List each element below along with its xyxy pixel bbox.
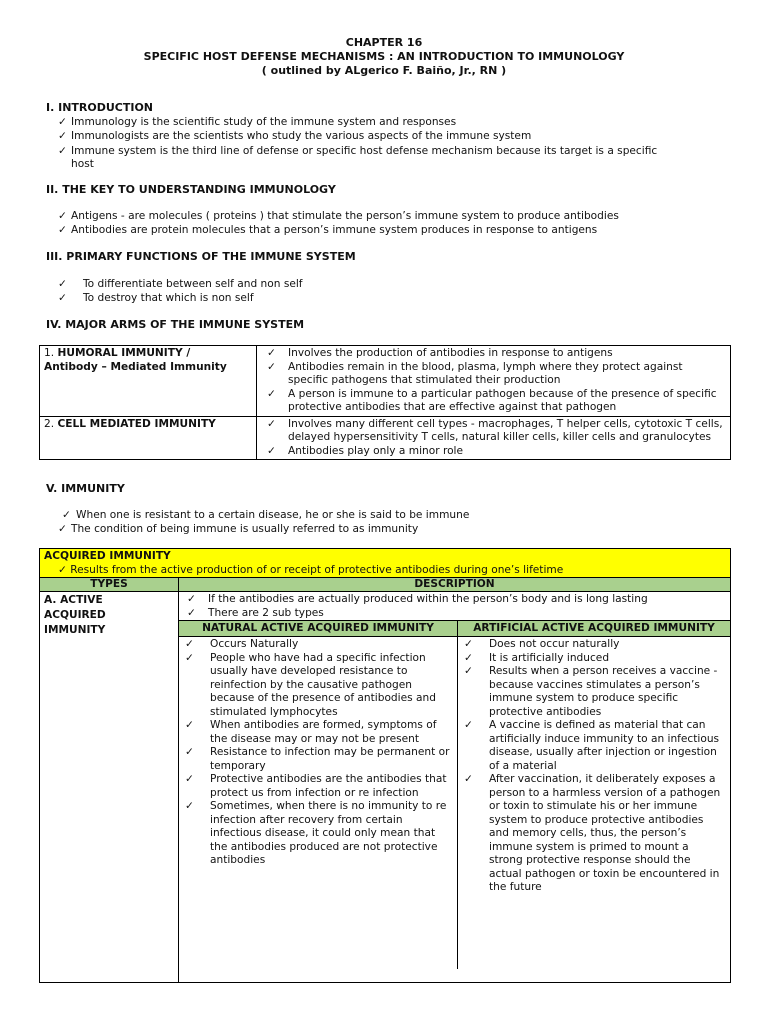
- list-item: ✓ Results when a person receives a vaccine - because vaccines stimulates a person’s immune system to produce specific protective antibodies: [464, 665, 718, 718]
- list-item: ✓ Involves many different cell types - macrophages, T helper cells, cytotoxic T cells, delayed hypersensitivity T cells, natural killer cells, killer cells and granulocytes: [267, 417, 723, 443]
- table-row: [40, 346, 731, 417]
- checkmark-icon: ✓: [58, 523, 67, 535]
- checkmark-icon: ✓: [267, 360, 276, 373]
- author-line: ( outlined by ALgerico F. Baiño, Jr., RN ): [261, 64, 507, 77]
- artificial-active-header: ARTIFICIAL ACTIVE ACQUIRED IMMUNITY: [458, 621, 731, 637]
- checkmark-icon: ✓: [185, 638, 194, 650]
- section-immunity-heading: V. IMMUNITY: [46, 482, 125, 495]
- table-row: [40, 578, 731, 592]
- list-item: ✓ Involves the production of antibodies in response to antigens: [267, 347, 613, 359]
- list-item: ✓ Antigens - are molecules ( proteins ) that stimulate the person’s immune system to produce antibodies: [58, 210, 619, 222]
- list-item: ✓ A vaccine is defined as material that can artificially induce immunity to an infectious disease, usually after injection or ingestion of a material: [464, 719, 720, 772]
- checkmark-icon: ✓: [267, 417, 276, 430]
- list-item: ✓ Occurs Naturally: [185, 638, 299, 650]
- natural-active-header: NATURAL ACTIVE ACQUIRED IMMUNITY: [179, 621, 458, 637]
- checkmark-icon: ✓: [267, 387, 276, 400]
- checkmark-icon: ✓: [58, 145, 67, 157]
- cell-mediated-label: CELL MEDIATED IMMUNITY: [57, 417, 216, 430]
- table-row: [40, 549, 731, 578]
- checkmark-icon: ✓: [185, 800, 194, 812]
- acquired-immunity-title: ACQUIRED IMMUNITY: [44, 550, 171, 562]
- list-item: ✓ Antibodies remain in the blood, plasma, lymph where they protect against specific pathogens that stimulated their production: [267, 360, 683, 386]
- list-item: ✓ People who have had a specific infection usually have developed resistance to reinfection by the causative pathogen because of the presence of antibodies and stimulated lymphocytes: [185, 651, 436, 718]
- list-item: ✓ When one is resistant to a certain disease, he or she is said to be immune: [62, 509, 470, 521]
- acquired-immunity-table: [39, 548, 731, 983]
- checkmark-icon: ✓: [464, 665, 473, 677]
- table-cell: [458, 637, 731, 970]
- checkmark-icon: ✓: [58, 130, 67, 142]
- checkmark-icon: ✓: [185, 719, 194, 731]
- acquired-immunity-subtitle: ✓ Results from the active production of or receipt of protective antibodies during one’s lifetime: [58, 564, 564, 576]
- list-item: ✓ Does not occur naturally: [464, 638, 620, 650]
- checkmark-icon: ✓: [58, 292, 67, 304]
- document-title: SPECIFIC HOST DEFENSE MECHANISMS : AN INTRODUCTION TO IMMUNOLOGY: [143, 50, 625, 63]
- immune-arms-table: [39, 345, 731, 460]
- checkmark-icon: ✓: [464, 719, 473, 731]
- list-item: ✓ Immunologists are the scientists who study the various aspects of the immune system: [58, 130, 532, 142]
- column-header-description: DESCRIPTION: [179, 578, 731, 592]
- table-cell: [179, 592, 731, 983]
- list-item: ✓ After vaccination, it deliberately exposes a person to a harmless version of a pathogen or toxin to stimulate his or her immune system to produce protective antibodies and memory cells, thus, the person’s immune system is primed to mount a strong protective response should the actual pathogen or toxin be encountered in the future: [464, 773, 721, 893]
- acquired-immunity-header: [40, 549, 731, 578]
- table-cell: [257, 416, 731, 460]
- list-item-continuation: host: [71, 158, 94, 170]
- list-item: ✓ There are 2 sub types: [187, 606, 324, 619]
- table-row: [40, 416, 731, 460]
- table-row: [179, 621, 730, 637]
- chapter-number: CHAPTER 16: [345, 36, 423, 49]
- checkmark-icon: ✓: [464, 773, 473, 785]
- active-acquired-immunity-label: A. ACTIVE ACQUIRED IMMUNITY: [44, 594, 106, 636]
- column-header-types: TYPES: [40, 578, 179, 592]
- humoral-immunity-label: HUMORAL IMMUNITY /: [57, 347, 191, 359]
- checkmark-icon: ✓: [187, 593, 196, 605]
- list-item: ✓ To destroy that which is non self: [58, 292, 254, 304]
- table-cell: [257, 346, 731, 417]
- list-item: ✓ A person is immune to a particular pathogen because of the presence of specific protective antibodies that are effective against that pathogen: [267, 387, 717, 413]
- section-key-heading: II. THE KEY TO UNDERSTANDING IMMUNOLOGY: [46, 183, 336, 196]
- list-item: ✓ When antibodies are formed, symptoms of the disease may or may not be present: [185, 719, 437, 745]
- table-cell: 1. HUMORAL IMMUNITY / Antibody – Mediated Immunity: [40, 346, 257, 417]
- list-item: ✓ To differentiate between self and non self: [58, 278, 303, 290]
- checkmark-icon: ✓: [58, 564, 67, 576]
- checkmark-icon: ✓: [58, 224, 67, 236]
- list-item: ✓ Sometimes, when there is no immunity to re infection after recovery from certain infectious disease, it could only mean that the antibodies produced are not protective antibodies: [185, 800, 447, 866]
- section-arms-heading: IV. MAJOR ARMS OF THE IMMUNE SYSTEM: [46, 318, 305, 331]
- checkmark-icon: ✓: [464, 651, 473, 664]
- table-row: [40, 592, 731, 983]
- checkmark-icon: ✓: [185, 746, 194, 758]
- checkmark-icon: ✓: [267, 444, 276, 457]
- section-functions-heading: III. PRIMARY FUNCTIONS OF THE IMMUNE SYSTEM: [46, 250, 356, 263]
- antibody-mediated-label: Antibody – Mediated Immunity: [44, 360, 227, 373]
- list-item: ✓ Antibodies play only a minor role: [267, 444, 464, 457]
- checkmark-icon: ✓: [58, 210, 67, 222]
- section-introduction-heading: I. INTRODUCTION: [46, 101, 154, 114]
- list-item: ✓ If the antibodies are actually produced within the person’s body and is long lasting: [187, 593, 648, 605]
- checkmark-icon: ✓: [58, 278, 67, 290]
- list-item: ✓ It is artificially induced: [464, 651, 610, 664]
- checkmark-icon: ✓: [464, 638, 473, 650]
- list-item: ✓ The condition of being immune is usually referred to as immunity: [58, 523, 419, 535]
- checkmark-icon: ✓: [185, 651, 194, 664]
- list-item: ✓ Protective antibodies are the antibodies that protect us from infection or re infection: [185, 773, 447, 799]
- checkmark-icon: ✓: [185, 773, 194, 785]
- sub-types-table: [179, 620, 730, 969]
- list-item: ✓ Antibodies are protein molecules that a person’s immune system produces in response to antigens: [58, 224, 598, 236]
- table-row: [179, 637, 730, 970]
- table-cell: [179, 637, 458, 970]
- checkmark-icon: ✓: [267, 347, 276, 359]
- checkmark-icon: ✓: [187, 606, 196, 619]
- list-item: ✓ Immunology is the scientific study of the immune system and responses: [58, 116, 457, 128]
- checkmark-icon: ✓: [58, 116, 67, 128]
- table-cell: 2. CELL MEDIATED IMMUNITY: [40, 416, 257, 460]
- list-item: ✓ Resistance to infection may be permanent or temporary: [185, 746, 450, 772]
- table-cell: [40, 592, 179, 983]
- checkmark-icon: ✓: [62, 509, 71, 521]
- list-item: ✓ Immune system is the third line of defense or specific host defense mechanism because its target is a specific: [58, 145, 658, 157]
